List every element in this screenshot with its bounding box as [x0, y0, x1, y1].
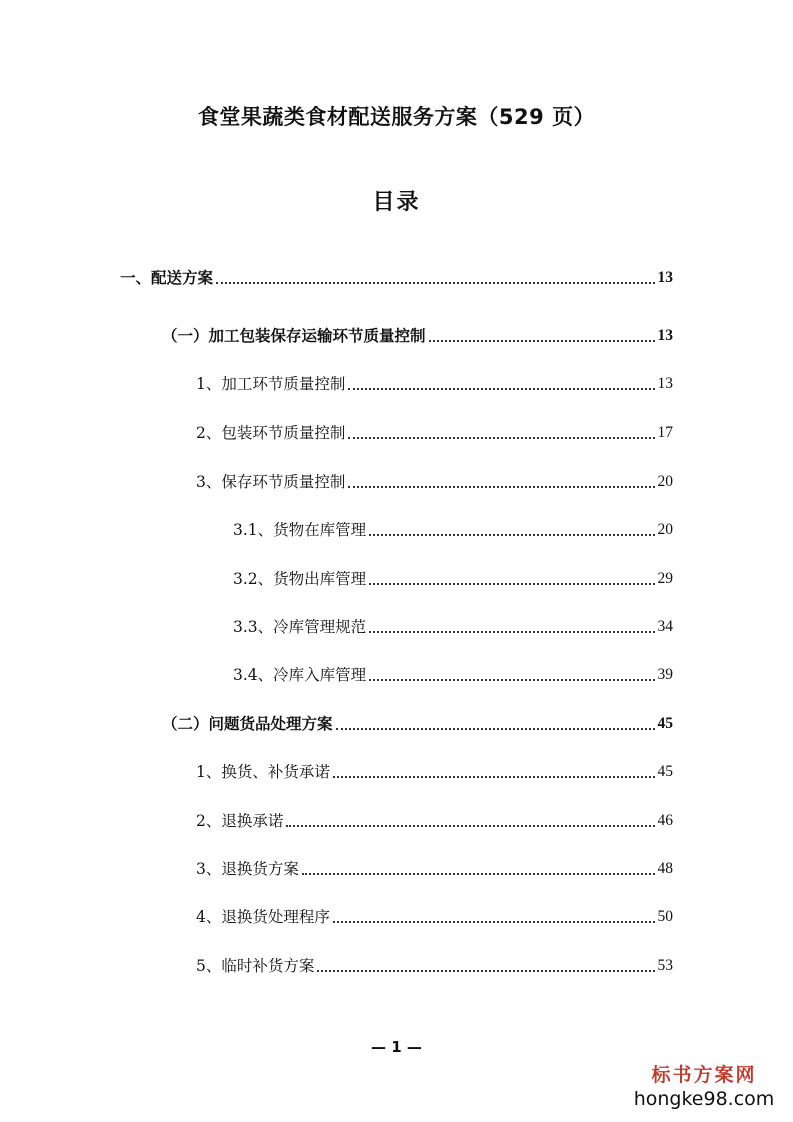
- watermark: [629, 1063, 779, 1111]
- toc-entry-page: 34: [657, 618, 673, 635]
- toc-leader-dots: [348, 485, 654, 488]
- toc-entry-page: 13: [657, 327, 673, 344]
- toc-leader-dots: [216, 281, 654, 284]
- toc-entry-label: 2、包装环节质量控制: [196, 424, 346, 442]
- toc-entry-label: 1、换货、补货承诺: [196, 763, 330, 781]
- toc-entry[interactable]: [162, 325, 673, 347]
- toc-entry[interactable]: [233, 568, 673, 590]
- toc-entry-page: 48: [657, 860, 673, 877]
- toc-leader-dots: [317, 969, 654, 972]
- toc-entry-label: 3.4、冷库入库管理: [233, 666, 367, 684]
- toc-entry-page: 17: [657, 424, 673, 441]
- toc-entry-label: 3.1、货物在库管理: [233, 521, 367, 539]
- toc-leader-dots: [348, 387, 654, 390]
- toc-entry-page: 29: [657, 570, 673, 587]
- toc-entry-label: （二）问题货品处理方案: [162, 715, 333, 733]
- toc-entry-page: 20: [657, 521, 673, 538]
- toc-entry-page: 39: [657, 666, 673, 683]
- toc-entry-label: 1、加工环节质量控制: [196, 375, 346, 393]
- toc-entry-page: 45: [657, 763, 673, 780]
- toc-entry-label: 3、退换货方案: [196, 860, 299, 878]
- toc-entry[interactable]: [196, 810, 673, 832]
- toc-entry[interactable]: [120, 267, 673, 289]
- toc-leader-dots: [369, 630, 654, 633]
- toc-entry-label: 2、退换承诺: [196, 812, 284, 830]
- toc-entry-page: 20: [657, 473, 673, 490]
- toc-entry-page: 46: [657, 812, 673, 829]
- toc-leader-dots: [369, 678, 654, 681]
- toc-heading: 目录: [372, 190, 421, 215]
- toc-entry-page: 13: [657, 375, 673, 392]
- toc-leader-dots: [369, 582, 654, 585]
- toc-entry[interactable]: [196, 422, 673, 444]
- toc-entry-label: 5、临时补货方案: [196, 957, 315, 975]
- watermark-url: hongke98.com: [633, 1088, 775, 1110]
- toc-entry[interactable]: [196, 955, 673, 977]
- toc-leader-dots: [286, 824, 654, 827]
- toc-entry-page: 53: [657, 957, 673, 974]
- toc-entry-page: 50: [657, 908, 673, 925]
- toc-leader-dots: [302, 872, 655, 875]
- toc-entry[interactable]: [196, 761, 673, 783]
- toc-leader-dots: [429, 339, 655, 342]
- toc-entry[interactable]: [162, 713, 673, 735]
- toc-entry[interactable]: [196, 471, 673, 493]
- toc-entry[interactable]: [233, 664, 673, 686]
- toc-entry[interactable]: [233, 519, 673, 541]
- toc-entry-label: 3、保存环节质量控制: [196, 473, 346, 491]
- toc-leader-dots: [348, 436, 654, 439]
- toc-entry-label: 3.3、冷库管理规范: [233, 618, 367, 636]
- document-title: 食堂果蔬类食材配送服务方案（529 页）: [197, 105, 596, 129]
- toc-entry-label: 3.2、货物出库管理: [233, 570, 367, 588]
- page-number: — 1 —: [371, 1038, 422, 1056]
- toc-leader-dots: [369, 533, 654, 536]
- toc-entry-label: （一）加工包装保存运输环节质量控制: [162, 327, 426, 345]
- toc-entry-label: 一、配送方案: [120, 269, 214, 287]
- toc-leader-dots: [336, 727, 655, 730]
- toc-entry-label: 4、退换货处理程序: [196, 908, 330, 926]
- watermark-name: 标书方案网: [651, 1064, 757, 1086]
- toc-leader-dots: [333, 775, 655, 778]
- toc-entry-page: 45: [657, 715, 673, 732]
- toc-leader-dots: [333, 920, 655, 923]
- toc-entry-page: 13: [657, 269, 673, 286]
- toc-entry[interactable]: [196, 373, 673, 395]
- toc-entry[interactable]: [196, 906, 673, 928]
- toc-entry[interactable]: [233, 616, 673, 638]
- toc-entry[interactable]: [196, 858, 673, 880]
